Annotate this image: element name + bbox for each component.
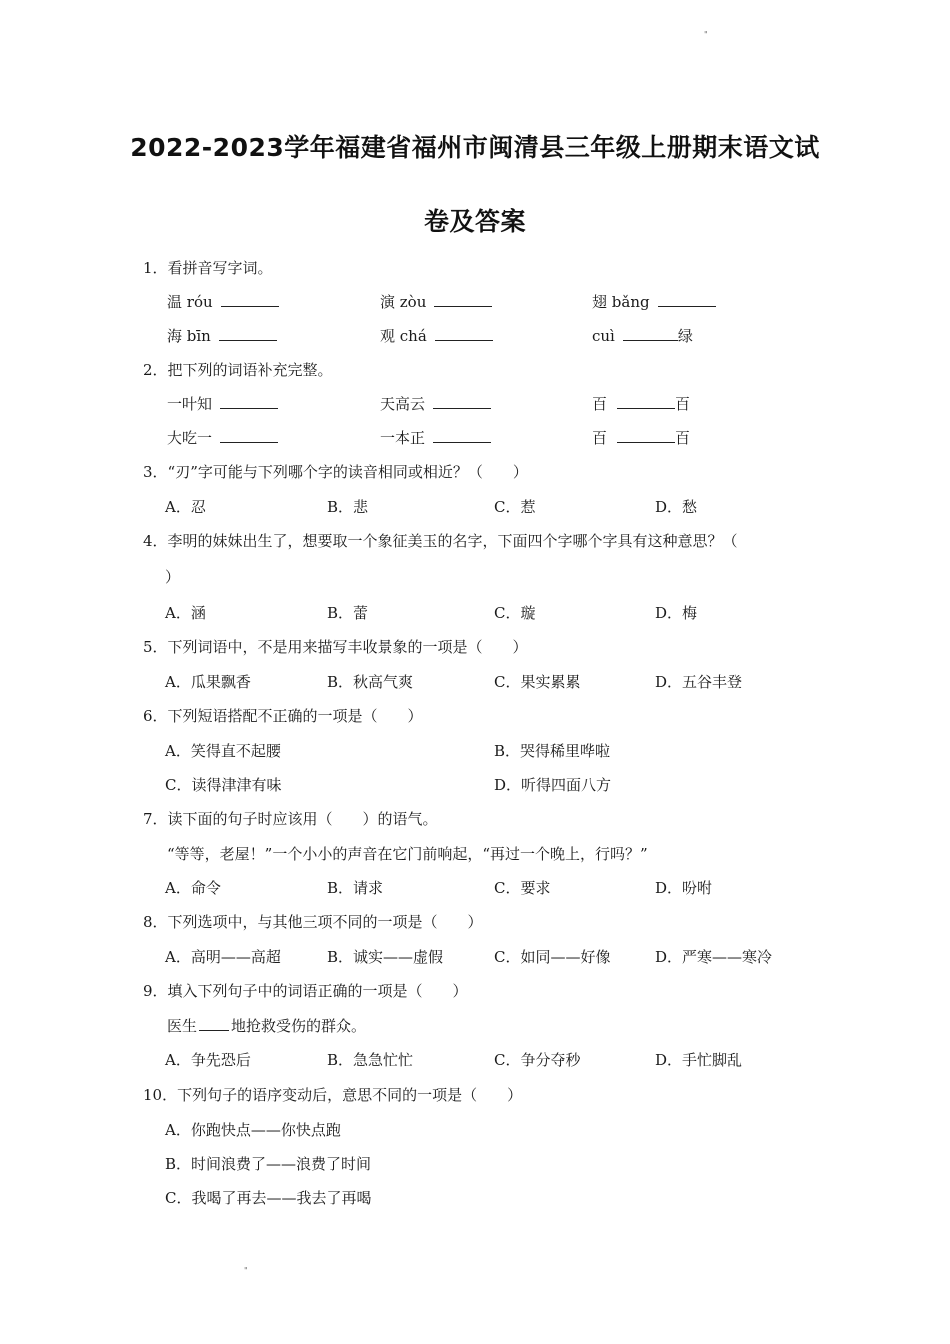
option-d[interactable]: D．梅 [655, 604, 698, 622]
q1-item-suffix: 绿 [677, 327, 693, 345]
q4-stem: 4．李明的妹妹出生了，想要取一个象征美玉的名字，下面四个字哪个字具有这种意思？（ [143, 532, 738, 550]
option-a[interactable]: A．涵 [165, 604, 206, 622]
q7-stem: 7．读下面的句子时应该用（ ）的语气。 [143, 810, 438, 828]
q2-item [167, 394, 278, 414]
option-c[interactable]: C．璇 [494, 604, 536, 622]
q10-stem: 10．下列句子的语序变动后，意思不同的一项是（ ） [143, 1086, 523, 1104]
option-a[interactable]: A．瓜果飘香 [165, 673, 251, 691]
q9-sentence-pre: 医生 [167, 1017, 198, 1035]
option-a[interactable]: A．笑得直不起腰 [165, 742, 281, 760]
q1-item-label: 温 róu [167, 293, 213, 311]
top-mark: " [704, 30, 708, 39]
option-d[interactable]: D．愁 [655, 498, 698, 516]
option-b[interactable]: B．秋高气爽 [327, 673, 414, 691]
option-c[interactable]: C．惹 [494, 498, 536, 516]
q1-item [380, 326, 493, 346]
q9-stem: 9．填入下列句子中的词语正确的一项是（ ） [143, 982, 468, 1000]
answer-blank[interactable] [617, 394, 675, 409]
q2-item [167, 428, 278, 448]
option-b[interactable]: B．请求 [327, 879, 384, 897]
option-c[interactable]: C．我喝了再去——我去了再喝 [165, 1189, 372, 1207]
q9-sentence-post: 地抢救受伤的群众。 [231, 1017, 367, 1035]
answer-blank[interactable] [433, 394, 491, 409]
q1-item [592, 292, 716, 312]
q5-stem: 5．下列词语中，不是用来描写丰收景象的一项是（ ） [143, 638, 528, 656]
option-a[interactable]: A．忍 [165, 498, 206, 516]
q8-stem: 8．下列选项中，与其他三项不同的一项是（ ） [143, 913, 483, 931]
option-d[interactable]: D．手忙脚乱 [655, 1051, 743, 1069]
option-b[interactable]: B．哭得稀里哗啦 [494, 742, 611, 760]
option-c[interactable]: C．要求 [494, 879, 551, 897]
q2-stem: 2．把下列的词语补充完整。 [143, 361, 333, 379]
option-d[interactable]: D．五谷丰登 [655, 673, 743, 691]
option-b[interactable]: B．悲 [327, 498, 369, 516]
answer-blank[interactable] [433, 428, 491, 443]
option-d[interactable]: D．严寒——寒冷 [655, 948, 773, 966]
page-title-line2: 卷及答案 [423, 207, 526, 236]
q2-item-label: 百 [675, 429, 691, 447]
q2-item-label: 天高云 [380, 395, 426, 413]
option-b[interactable]: B．急急忙忙 [327, 1051, 414, 1069]
q1-item [592, 326, 693, 346]
q1-item-label: 演 zòu [380, 293, 427, 311]
q2-item-label: 大吃一 [167, 429, 213, 447]
q1-stem: 1．看拼音写字词。 [143, 259, 273, 277]
answer-blank[interactable] [658, 292, 716, 307]
q2-item [592, 428, 690, 448]
option-c[interactable]: C．读得津津有味 [165, 776, 282, 794]
option-a[interactable]: A．命令 [165, 879, 221, 897]
q1-item [167, 292, 279, 312]
q2-item-label: 百 [675, 395, 691, 413]
option-b[interactable]: B．时间浪费了——浪费了时间 [165, 1155, 372, 1173]
answer-blank[interactable] [435, 326, 493, 341]
option-a[interactable]: A．你跑快点——你快点跑 [165, 1121, 341, 1139]
page-title-line1: 2022-2023学年福建省福州市闽清县三年级上册期末语文试 [130, 133, 820, 162]
answer-blank[interactable] [199, 1016, 229, 1031]
option-c[interactable]: C．果实累累 [494, 673, 581, 691]
answer-blank[interactable] [220, 394, 278, 409]
option-c[interactable]: C．争分夺秒 [494, 1051, 581, 1069]
answer-blank[interactable] [219, 326, 277, 341]
q9-sentence [167, 1016, 366, 1036]
q3-stem: 3．“刃”字可能与下列哪个字的读音相同或相近？（ ） [143, 463, 528, 481]
option-a[interactable]: A．争先恐后 [165, 1051, 251, 1069]
option-d[interactable]: D．吩咐 [655, 879, 713, 897]
q6-stem: 6．下列短语搭配不正确的一项是（ ） [143, 707, 423, 725]
q1-item-label: cuì [592, 327, 615, 345]
q1-item [380, 292, 492, 312]
q2-item [592, 394, 690, 414]
option-b[interactable]: B．诚实——虚假 [327, 948, 444, 966]
answer-blank[interactable] [434, 292, 492, 307]
bottom-mark: " [244, 1266, 248, 1275]
option-d[interactable]: D．听得四面八方 [494, 776, 612, 794]
option-a[interactable]: A．高明——高超 [165, 948, 281, 966]
q1-item-label: 海 bīn [167, 327, 211, 345]
answer-blank[interactable] [220, 428, 278, 443]
q1-item-label: 观 chá [380, 327, 427, 345]
q7-quote: “等等，老屋！”一个小小的声音在它门前响起，“再过一个晚上，行吗？” [167, 845, 648, 863]
answer-blank[interactable] [617, 428, 675, 443]
q1-item [167, 326, 277, 346]
q2-item-label: 百 [592, 395, 608, 413]
q4-stem-continued: ） [165, 568, 181, 586]
q2-item-label: 一叶知 [167, 395, 213, 413]
q2-item [380, 428, 491, 448]
answer-blank[interactable] [623, 326, 678, 341]
q2-item-label: 百 [592, 429, 608, 447]
answer-blank[interactable] [221, 292, 279, 307]
option-c[interactable]: C．如同——好像 [494, 948, 611, 966]
option-b[interactable]: B．蕾 [327, 604, 369, 622]
q2-item [380, 394, 491, 414]
q1-item-label: 翅 bǎng [592, 293, 650, 311]
q2-item-label: 一本正 [380, 429, 426, 447]
